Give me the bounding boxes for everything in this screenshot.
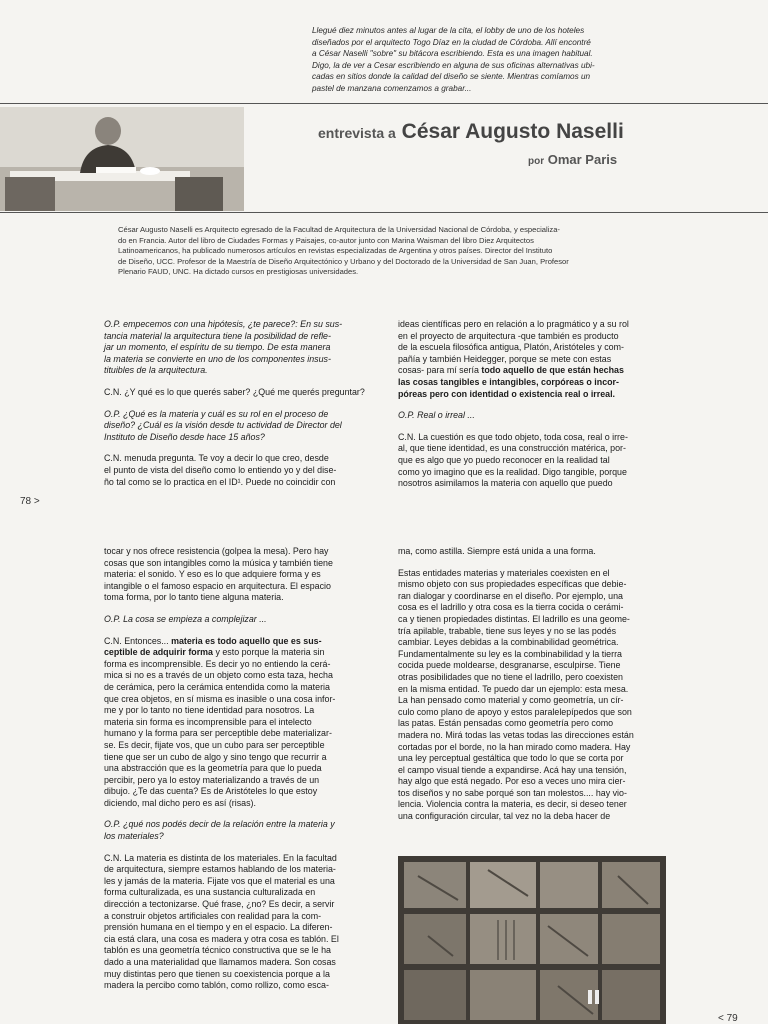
question-2: O.P. ¿Qué es la materia y cuál es su rol en el proceso de diseño? ¿Cuál es la visión desde tu actividad de Director del Instituto de Diseño desde hace 15 años? bbox=[104, 408, 342, 442]
answer-2: C.N. menuda pregunta. Te voy a decir lo que creo, desde el punto de vista del diseño como lo entiendo yo y del dise- ño tal como se lo practica en el ID¹. Puede no coincidir con bbox=[104, 453, 337, 487]
question-5: O.P. ¿qué nos podés decir de la relación entre la materia y los materiales? bbox=[104, 819, 335, 842]
interviewee-photo bbox=[0, 107, 244, 211]
column-top-left bbox=[104, 319, 376, 488]
column-bottom-right: ma, como astilla. Siempre está unida a una forma. Estas entidades materias y materiales coexisten en el mismo objeto con sus propiedades específicas que debie- ran dialogar y coordinarse en el diseño. Por ejemplo, una cosa es el ladrillo y otra cosa es la tierra cocida o cerámi- ca y tienen propiedades distintas. El ladrillo es una geome- tría apilable, trabable, tiene sus leyes y no se las podés cambiar. Leyes debidas a la combinabilidad geométrica. Fundamentalmente su ley es la combinabilidad y la tierra cocida puede moldearse, desgranarse, esculpirse. Tiene otras posibilidades que no tiene el ladrillo, pero coexisten en la misma entidad. Te puedo dar un ejemplo: esta mesa. La han pensado como material y como geometría, un cír- culo como plano de apoyo y estos paralelepípedos que son las patas. Están pensadas como geometría pero como madera no. Mirá todas las vetas todas las direcciones están cortadas por el borde, no la han mirado como madera. Hay una ley perceptual gestáltica que todo lo que se corta por el campo visual tiende a expandirse. Acá hay una tensión, hay algo que está negado. Por eso a veces uno mira cier- tos diseños y no sabe porqué son tan molestos.... hay vio- lencia. Violencia contra la materia, es decir, si deseo tener una configuración circular, tal vez no la deba hacer de bbox=[398, 546, 670, 823]
answer-4: C.N. Entonces... materia es todo aquello que es sus- ceptible de adquirir forma y esto porque la materia sin forma es incomprensible. Es decir yo no entiendo la cerá- mica si no es a través de un objeto como esta taza, hecha de cerámica, pero la cerámica entendida como la materia que crea objetos, en sí misma es inasible o una cosa infor- me y por lo tanto no tiene identidad para nosotros. La materia sin forma es incomprensible para el intelecto humano y la forma para ser perceptible debe materializar- se. Es decir, fijate vos, que un cubo para ser perceptible tiene que ser un cubo de algo y sino tengo que recurrir a una abstracción que es la geometría para que lo pueda percibir, pero ya lo estoy materializando a través de un dibujo. ¿Te das cuenta? Es de Aristóteles lo que estoy diciendo, mal dicho pero es así (risas). bbox=[104, 635, 336, 808]
page-number-right: < 79 bbox=[718, 1013, 738, 1024]
answer-5-continued: Estas entidades materias y materiales coexisten en el mismo objeto con sus propiedades específicas que debie- ran dialogar y coordinarse en el diseño. Por ejemplo, una cosa es el ladrillo y otra cosa es la tierra cocida o cerámi- ca y tienen propiedades distintas. El ladrillo es una geome- tría apilable, trabable, tiene sus leyes y no se las podés cambiar. Leyes debidas a la combinabilidad geométrica. Fundamentalmente su ley es la combinabilidad y la tierra cocida puede moldearse, desgranarse, esculpirse. Tiene otras posibilidades que no tiene el ladrillo, pero coexisten en la misma entidad. Te puedo dar un ejemplo: esta mesa. La han pensado como material y como geometría, un cír- culo como plano de apoyo y estos paralelepípedos que son las patas. Están pensadas como geometría pero como madera no. Mirá todas las vetas todas las direcciones están cortadas por el borde, no la han mirado como madera. Hay una ley perceptual gestáltica que todo lo que se corta por el campo visual tiende a expandirse. Acá hay una tensión, hay algo que está negado. Por eso a veces uno mira cier- tos diseños y no sabe porqué son tan molestos.... hay vio- lencia. Violencia contra la materia, es decir, si deseo tener una configuración circular, tal vez no la deba hacer de bbox=[398, 567, 634, 822]
column-bottom-left bbox=[104, 546, 376, 992]
answer-1: C.N. ¿Y qué es lo que querés saber? ¿Qué me querés preguntar? bbox=[104, 386, 365, 397]
question-4: O.P. La cosa se empieza a complejizar ... bbox=[104, 613, 267, 624]
page-number-left: 78 > bbox=[20, 496, 40, 507]
answer-5: C.N. La materia es distinta de los materiales. En la facultad de arquitectura, siempre estamos hablando de los materia- les y jamás de la materia. Fijate vos que el material es una forma culturalizada, es una sustancia culturalizada en dirección a tectonizarse. Qué frase, ¿no? Es decir, a servir a construir objetos artificiales con realidad para la com- prensión humana en el tiempo y en el espacio. La diferen- cia está clara, una cosa es madera y otra cosa es tablón. El tablón es una geometría técnico constructiva que se le ha dado a una materialidad que llamamos madera. Son cosas muy distintas pero que tienen su coexistencia porque a la madera la percibo como tablón, como rollizo, como esca- bbox=[104, 852, 339, 991]
question-1: O.P. empecemos con una hipótesis, ¿te parece?: En su sus- tancia material la arquitectura tiene la posibilidad de refle- jar un momento, el espíritu de su tiempo. De esta manera la materia se convierte en uno de los componentes insus- tituibles de la arquitectura. bbox=[104, 319, 343, 376]
answer-3: C.N. La cuestión es que todo objeto, toda cosa, real o irre- al, que tiene identidad, es una construcción matérica, por- que es algo que yo puedo reconocer en la realidad tal como yo imagino que es la realidad. Digo tangible, porque nosotros asimilamos la materia con aquello que puedo bbox=[398, 431, 628, 489]
answer-continued-2: tocar y nos ofrece resistencia (golpea la mesa). Pero hay cosas que son intangibles como la música y también tiene materia: el sonido. Y eso es lo que adquiere forma y es intangible o el famoso espacio en arquitectura. El espacio toma forma, por lo tanto tiene alguna materia. bbox=[104, 546, 333, 603]
article-title: entrevista a César Augusto Naselli bbox=[318, 120, 624, 143]
answer-continued: ideas científicas pero en relación a lo pragmático y a su rol en el proyecto de arquitectura -que también es producto de la escuela filosófica antigua, Platón, Aristóteles y com- pañía y también Heidegger, porque se mete con estas cosas- para mí sería todo aquello de que están hechas las cosas tangibles e intangibles, corpóreas o incor- póreas pero con identidad o existencia real o irreal. bbox=[398, 319, 629, 399]
author-bio: César Augusto Naselli es Arquitecto egresado de la Facultad de Arquitectura de la Universidad Nacional de Córdoba, y especializa- do en Francia. Autor del libro de Ciudades Formas y Paisajes, co-autor junto con Marina Waisman del libro Diez Arquitectos Latinoamericanos, ha publicado numerosos artículos en revistas especializadas de Argentina y otros países. Director del Instituto de Diseño, UCC. Profesor de la Maestría de Diseño Arquitectónico y Urbano y del Doctorado de la Universidad de San Juan, Profesor Plenario FAUD, UNC. Ha dictado cursos en prestigiosas universidades. bbox=[118, 225, 569, 277]
column-top-right bbox=[398, 319, 670, 490]
question-3: O.P. Real o irreal ... bbox=[398, 410, 475, 421]
artwork-photo bbox=[398, 856, 666, 1024]
intro-paragraph: Llegué diez minutos antes al lugar de la cita, el lobby de uno de los hoteles diseñados por el arquitecto Togo Díaz en la ciudad de Córdoba. Allí encontré a César Naselli "sobre" su bitácora escribiendo. Esta es una imagen habitual. Digo, la de ver a Cesar escribiendo en alguna de sus oficinas alternativas ubi- cadas en sitios donde la calidad del diseño se siente. Mientras comíamos un pastel de manzana comenzamos a grabar... bbox=[312, 26, 595, 93]
article-byline: por Omar Paris bbox=[528, 152, 618, 167]
